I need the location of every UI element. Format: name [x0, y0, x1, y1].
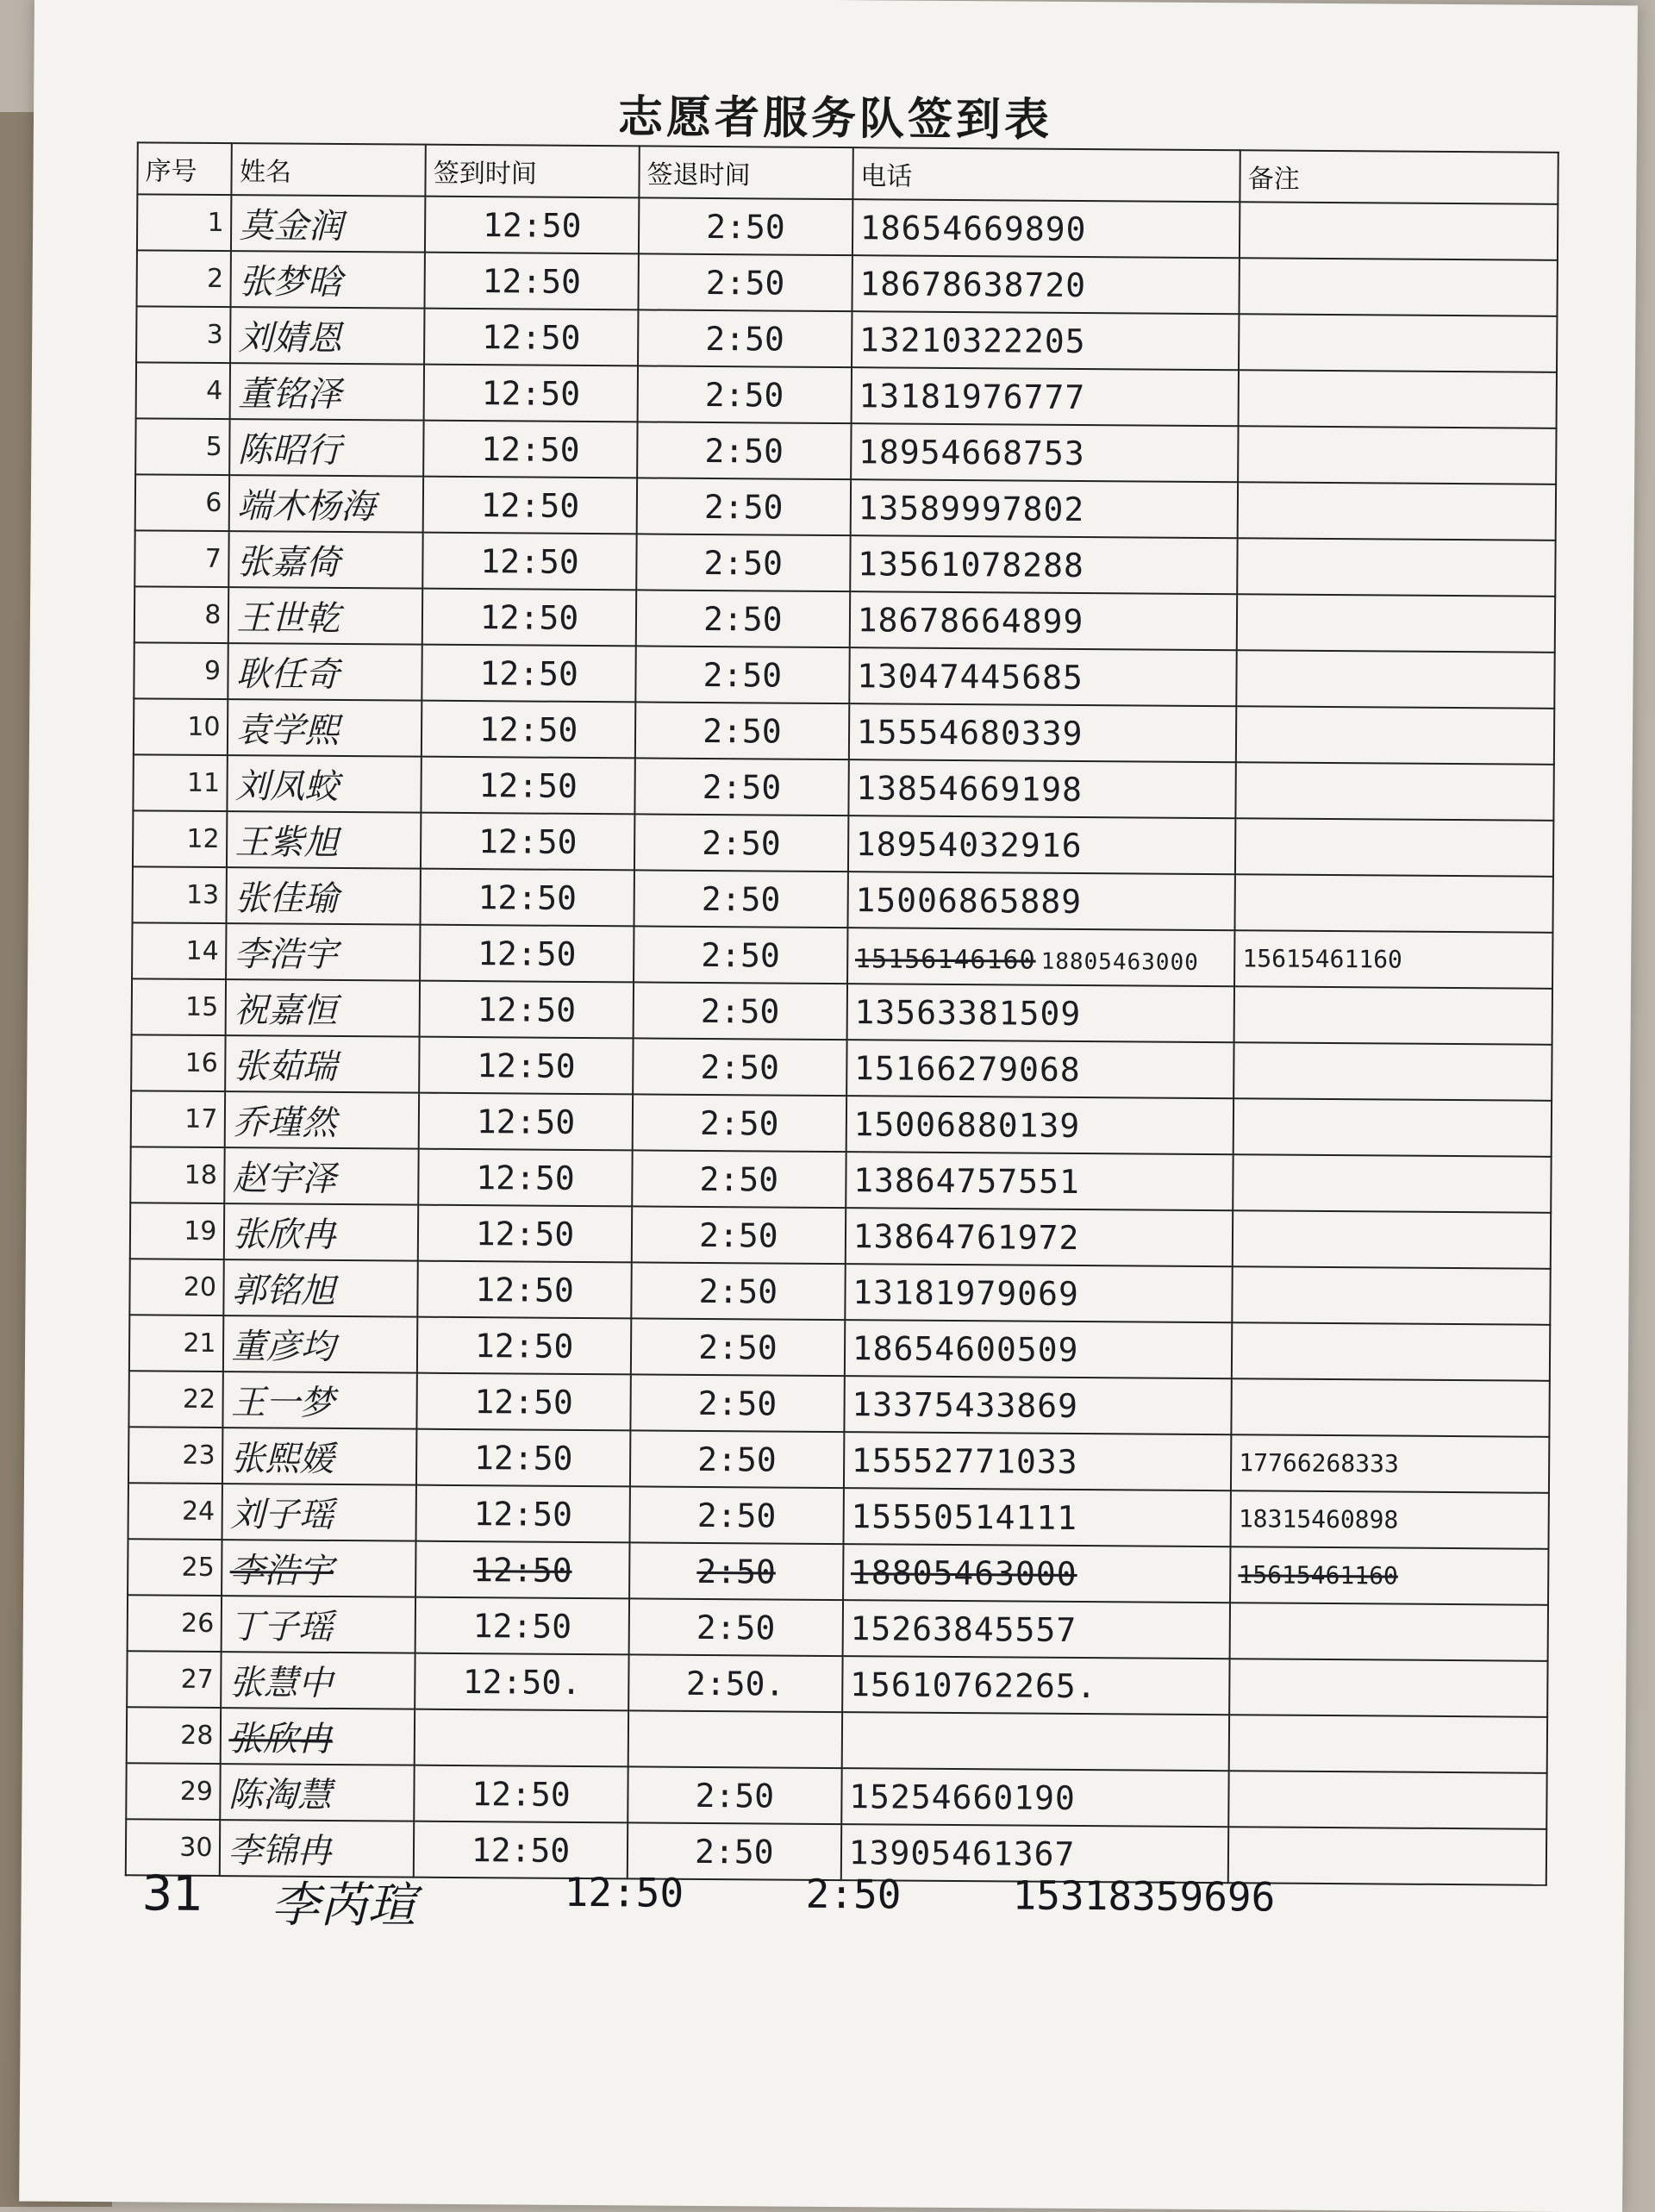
- row-no: 20: [129, 1259, 224, 1315]
- table-row: [126, 1763, 1546, 1829]
- row-name: 端木杨海: [229, 475, 423, 533]
- row-no: 9: [134, 642, 228, 699]
- table-row: [127, 1707, 1547, 1773]
- row-sign-in-time: 12:50: [420, 925, 634, 983]
- row-no: 26: [128, 1595, 222, 1652]
- table-row: [128, 1595, 1548, 1661]
- row-no: 7: [134, 530, 229, 587]
- row-note: [1233, 1210, 1551, 1269]
- row-sign-in-time: [415, 1709, 628, 1767]
- table-row: [134, 586, 1555, 653]
- row-phone: 15006880139: [846, 1096, 1233, 1154]
- row-sign-out-time: 2:50: [633, 1094, 846, 1152]
- table-row: [129, 1315, 1550, 1381]
- row-sign-out-time: 2:50: [638, 366, 852, 423]
- row-sign-in-time: 12:50: [422, 701, 635, 759]
- table-row: [134, 530, 1555, 597]
- row-no: 16: [131, 1034, 226, 1091]
- row-phone: 13181979069: [845, 1264, 1233, 1322]
- row-name: 刘子瑶: [222, 1484, 416, 1541]
- row-sign-out-time: 2:50: [637, 478, 851, 535]
- row-sign-out-time: 2:50: [638, 253, 852, 311]
- header-sign-out-time: 签退时间: [639, 146, 852, 199]
- row-sign-in-time: 12:50: [418, 1261, 632, 1319]
- table-row: [133, 810, 1553, 877]
- row-sign-out-time: 2:50: [634, 758, 848, 815]
- table-row: [132, 978, 1552, 1045]
- row-no: 23: [128, 1427, 223, 1484]
- row-name: 李浩宇: [227, 923, 421, 981]
- row-sign-in-time: 12:50: [417, 1317, 631, 1375]
- row-no: 8: [134, 586, 229, 643]
- sheet-title: 志愿者服务队签到表: [617, 91, 1053, 147]
- row-phone: 18654669890: [852, 199, 1240, 258]
- row-no: 5: [135, 418, 230, 475]
- row-name: 郭铭旭: [224, 1259, 418, 1317]
- row-sign-in-time: 12:50: [416, 1429, 630, 1487]
- row-phone: 18678638720: [852, 255, 1240, 314]
- row-note: [1240, 202, 1558, 260]
- row-note: 15615461160: [1230, 1547, 1548, 1605]
- header-no: 序号: [137, 142, 232, 195]
- row-sign-out-time: 2:50: [632, 1150, 846, 1208]
- row-sign-in-time: 12:50: [422, 757, 635, 815]
- extra-row-sign-in: 12:50: [564, 1868, 684, 1916]
- row-sign-in-time: 12:50: [414, 1821, 628, 1879]
- row-no: 3: [136, 306, 231, 363]
- table-row: [134, 698, 1554, 765]
- row-sign-in-time: 12:50: [416, 1485, 630, 1543]
- sign-in-sheet: [19, 0, 1638, 2212]
- row-phone: 13905461367: [840, 1824, 1228, 1883]
- row-phone: [847, 928, 1235, 986]
- row-sign-out-time: [628, 1710, 842, 1768]
- row-sign-out-time: 2:50: [631, 1318, 845, 1376]
- header-note: 备注: [1240, 150, 1558, 204]
- row-phone: 13181976777: [851, 367, 1239, 426]
- row-no: 25: [128, 1539, 222, 1596]
- row-sign-out-time: 2:50: [630, 1374, 844, 1432]
- table-row: [128, 1483, 1549, 1549]
- row-sign-in-time: 12:50: [420, 981, 634, 1039]
- row-phone: 18954032916: [848, 815, 1236, 874]
- row-note: [1228, 1771, 1546, 1829]
- row-name: 张梦晗: [231, 251, 425, 309]
- row-no: 29: [126, 1763, 221, 1820]
- row-no: 10: [134, 698, 228, 755]
- row-sign-out-time: 2:50: [629, 1486, 843, 1544]
- row-sign-out-time: 2:50: [634, 926, 847, 984]
- row-no: 17: [131, 1090, 226, 1147]
- row-sign-in-time: 12:50: [415, 1597, 629, 1655]
- row-sign-in-time: 12:50: [418, 1205, 632, 1263]
- table-row: [135, 418, 1556, 484]
- table-row: [135, 474, 1556, 541]
- row-note: [1237, 594, 1555, 653]
- row-name: 刘婧恩: [231, 307, 425, 365]
- table-row: [128, 1539, 1548, 1605]
- row-sign-in-time: 12:50: [422, 589, 636, 647]
- row-sign-in-time: 12:50: [421, 813, 634, 871]
- row-note: [1232, 1322, 1550, 1381]
- row-name: 陈淘慧: [221, 1764, 415, 1821]
- sign-in-table: [125, 141, 1559, 1885]
- row-name: 刘凤蛟: [228, 755, 422, 813]
- row-sign-out-time: 2:50: [633, 1038, 846, 1096]
- row-no: 15: [132, 978, 227, 1035]
- row-phone: 13589997802: [850, 479, 1238, 538]
- row-name: 董铭泽: [230, 363, 424, 421]
- row-sign-out-time: 2:50: [637, 422, 851, 479]
- row-note: [1230, 1603, 1548, 1661]
- row-phone: 15006865889: [847, 872, 1235, 930]
- row-name: 王世乾: [228, 587, 422, 645]
- row-sign-out-time: 2:50: [629, 1542, 843, 1600]
- row-phone: 13375433869: [844, 1376, 1232, 1434]
- table-row: [130, 1147, 1551, 1213]
- table-row: [133, 866, 1553, 933]
- row-phone: 13864761972: [845, 1208, 1233, 1266]
- row-name: 莫金润: [231, 195, 425, 253]
- row-no: 12: [133, 810, 228, 867]
- row-sign-in-time: 12:50.: [415, 1653, 628, 1711]
- table-row: [130, 1203, 1551, 1269]
- table-row: [127, 1651, 1547, 1717]
- row-name: 赵宇泽: [225, 1147, 419, 1205]
- row-name: 张慧中: [222, 1652, 415, 1709]
- row-note: [1236, 762, 1554, 821]
- table-row: [136, 250, 1557, 316]
- row-phone: 15166279068: [846, 1040, 1234, 1098]
- row-name: 陈昭行: [230, 419, 424, 477]
- row-no: 18: [130, 1147, 225, 1203]
- row-sign-in-time: 12:50: [419, 1037, 633, 1095]
- row-note: [1233, 1154, 1551, 1213]
- row-name: 祝嘉恒: [226, 979, 420, 1037]
- table-row: [131, 1090, 1552, 1157]
- row-note: [1239, 370, 1557, 428]
- row-sign-in-time: 12:50: [422, 533, 636, 590]
- row-note: [1238, 482, 1556, 541]
- row-phone: 13047445685: [849, 647, 1237, 706]
- row-sign-out-time: 2:50: [639, 197, 852, 255]
- table-row: [137, 194, 1558, 260]
- row-phone: 15610762265.: [842, 1656, 1230, 1715]
- row-phone-corrected: 18805463000: [1040, 948, 1199, 976]
- row-no: 11: [133, 754, 228, 811]
- table-row: [131, 1034, 1552, 1101]
- row-name: 董彦均: [223, 1315, 417, 1373]
- row-no: 2: [136, 250, 231, 307]
- header-phone: 电话: [852, 147, 1240, 202]
- row-note: [1237, 538, 1555, 597]
- extra-row-sign-out: 2:50: [805, 1870, 902, 1918]
- row-sign-out-time: 2:50: [638, 309, 852, 367]
- row-sign-out-time: 2:50: [628, 1766, 841, 1824]
- row-phone: 13563381509: [846, 984, 1234, 1042]
- row-note: [1236, 650, 1554, 709]
- row-note: [1233, 1042, 1552, 1101]
- row-no: 19: [130, 1203, 225, 1259]
- row-name: 袁学熙: [228, 699, 422, 757]
- row-name: 张茹瑞: [226, 1035, 420, 1093]
- row-no: 27: [127, 1651, 222, 1708]
- row-note: [1235, 818, 1553, 877]
- row-sign-out-time: 2:50: [636, 534, 850, 591]
- row-name: 张欣冉: [221, 1708, 415, 1765]
- row-no: 22: [128, 1371, 223, 1428]
- extra-row-no: 31: [141, 1865, 204, 1922]
- row-note: [1238, 426, 1556, 484]
- row-sign-out-time: 2:50: [631, 1262, 845, 1320]
- row-phone: 13854669198: [848, 759, 1236, 818]
- table-row: [129, 1259, 1550, 1325]
- row-sign-in-time: 12:50: [425, 253, 639, 310]
- row-note: 17766268333: [1231, 1434, 1549, 1493]
- row-sign-in-time: 12:50: [424, 309, 638, 366]
- row-sign-in-time: 12:50: [422, 645, 636, 703]
- row-sign-in-time: 12:50: [419, 1093, 633, 1151]
- row-phone: 15554680339: [849, 703, 1237, 762]
- row-sign-out-time: 2:50: [634, 814, 848, 872]
- row-phone: 13864757551: [846, 1152, 1233, 1210]
- extra-row-phone: 15318359696: [1012, 1871, 1276, 1921]
- row-sign-in-time: 12:50: [423, 477, 637, 534]
- row-sign-in-time: 12:50: [414, 1765, 628, 1823]
- extra-handwritten-row: [116, 1865, 1582, 1953]
- row-note: [1232, 1266, 1550, 1325]
- row-sign-in-time: 12:50: [418, 1149, 632, 1207]
- row-name: 丁子瑶: [222, 1596, 415, 1653]
- row-sign-out-time: 2:50.: [628, 1654, 842, 1712]
- row-sign-out-time: 2:50: [628, 1822, 841, 1880]
- row-phone: 15263845557: [842, 1600, 1230, 1659]
- row-name: 王紫旭: [227, 811, 421, 869]
- row-sign-in-time: 12:50: [421, 869, 634, 927]
- row-note: [1234, 986, 1552, 1045]
- row-name: 张佳瑜: [227, 867, 421, 925]
- table-row: [128, 1427, 1549, 1493]
- row-phone-struck: 15156146160: [854, 943, 1036, 976]
- row-no: 1: [137, 194, 232, 251]
- row-note: 18315460898: [1231, 1490, 1549, 1549]
- row-note: [1232, 1378, 1550, 1437]
- header-name: 姓名: [232, 143, 426, 197]
- row-note: [1229, 1715, 1547, 1773]
- row-no: 4: [136, 362, 231, 419]
- row-no: 13: [133, 866, 228, 923]
- row-note: [1229, 1659, 1547, 1717]
- row-phone: 15552771033: [844, 1432, 1232, 1490]
- row-note: [1233, 1098, 1552, 1157]
- row-name: 王一梦: [223, 1372, 417, 1429]
- row-sign-out-time: 2:50: [635, 702, 849, 759]
- row-phone: 15254660190: [841, 1768, 1229, 1827]
- row-name: 乔瑾然: [225, 1091, 419, 1149]
- row-no: 6: [135, 474, 230, 531]
- row-name: 张熙媛: [222, 1428, 416, 1485]
- row-sign-out-time: 2:50: [635, 646, 849, 703]
- row-note: [1236, 706, 1554, 765]
- row-note: 15615461160: [1234, 930, 1552, 989]
- row-no: 14: [132, 922, 227, 979]
- row-phone: [841, 1712, 1229, 1771]
- row-sign-out-time: 2:50: [636, 590, 850, 647]
- row-name: 李浩宇: [222, 1540, 416, 1597]
- table-body: [126, 194, 1558, 1884]
- row-sign-in-time: 12:50: [417, 1373, 631, 1431]
- row-no: 28: [127, 1707, 222, 1764]
- row-sign-in-time: 12:50: [415, 1541, 629, 1599]
- row-no: 24: [128, 1483, 223, 1540]
- table-row: [133, 754, 1553, 821]
- row-note: [1235, 874, 1553, 933]
- table-row: [128, 1371, 1549, 1437]
- row-sign-in-time: 12:50: [423, 421, 637, 478]
- row-phone: 13210322205: [852, 311, 1240, 370]
- row-phone: 18954668753: [851, 423, 1239, 482]
- row-sign-in-time: 12:50: [425, 197, 639, 254]
- extra-row-name: 李芮瑄: [271, 1877, 416, 1934]
- row-phone: 15550514111: [843, 1488, 1231, 1547]
- row-name: 张欣冉: [224, 1203, 418, 1261]
- row-note: [1240, 258, 1558, 316]
- row-name: 耿任奇: [228, 643, 422, 701]
- table-row: [136, 362, 1557, 428]
- row-sign-out-time: 2:50: [634, 982, 847, 1040]
- row-phone: 18805463000: [843, 1544, 1231, 1603]
- row-no: 30: [126, 1819, 221, 1876]
- row-phone: 18678664899: [849, 591, 1237, 650]
- row-sign-out-time: 2:50: [630, 1430, 844, 1488]
- row-note: [1239, 314, 1557, 372]
- row-sign-out-time: 2:50: [634, 870, 847, 928]
- row-sign-out-time: 2:50: [632, 1206, 846, 1264]
- row-no: 21: [129, 1315, 224, 1372]
- row-phone: 18654600509: [845, 1320, 1233, 1378]
- row-phone: 13561078288: [850, 535, 1238, 594]
- row-sign-out-time: 2:50: [629, 1598, 843, 1656]
- table-row: [136, 306, 1557, 372]
- row-sign-in-time: 12:50: [424, 365, 638, 422]
- table-row: [132, 922, 1552, 989]
- row-name: 李锦冉: [220, 1820, 414, 1878]
- table-row: [134, 642, 1554, 709]
- row-name: 张嘉倚: [229, 531, 423, 589]
- header-sign-in-time: 签到时间: [426, 145, 640, 198]
